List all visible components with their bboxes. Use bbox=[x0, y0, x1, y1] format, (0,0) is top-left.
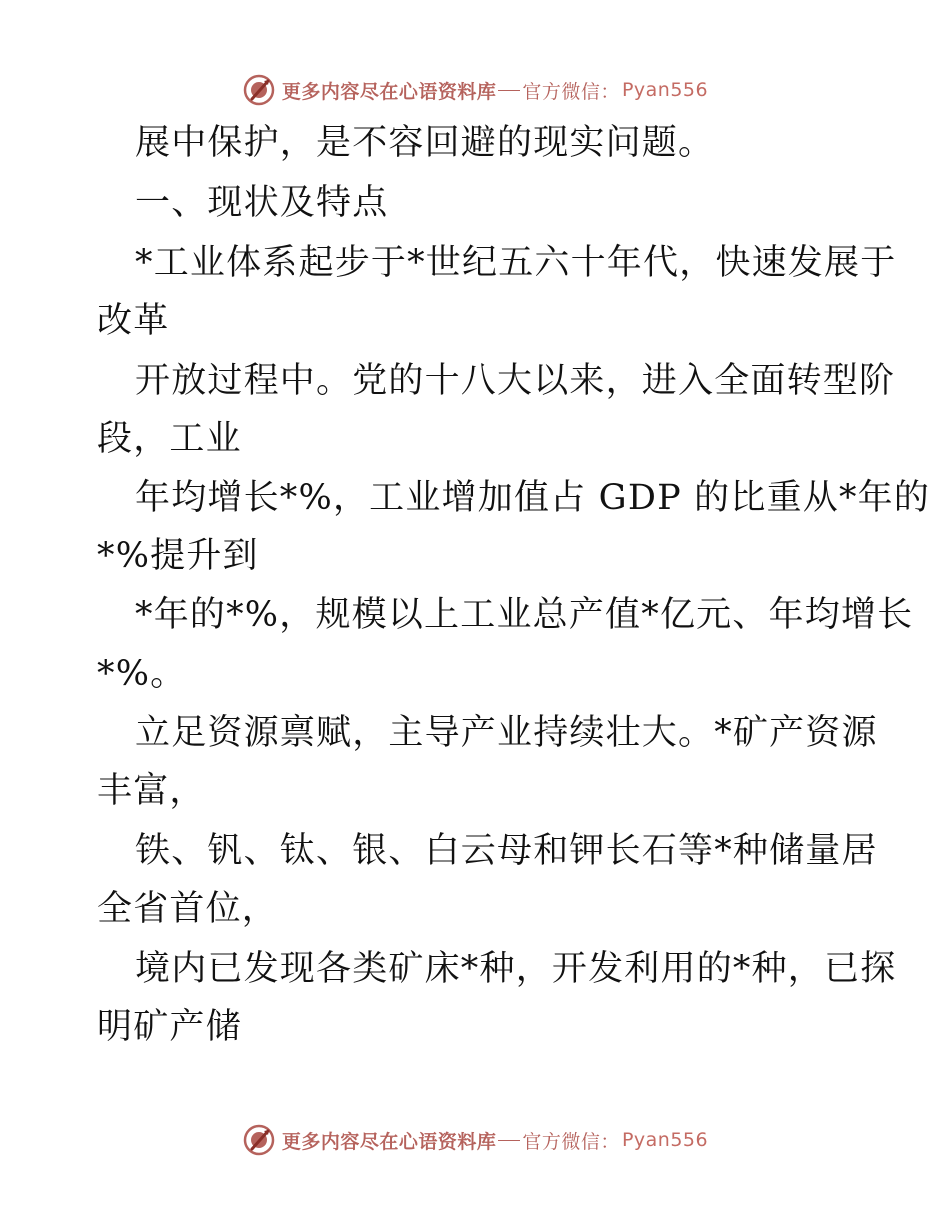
watermark-banner-top bbox=[0, 70, 950, 110]
text-line: *%。 bbox=[97, 654, 187, 694]
watermark-title: 更多内容尽在心语资料库 bbox=[281, 1130, 497, 1153]
text-line: 丰富， bbox=[97, 771, 206, 811]
text-line: 明矿产储 bbox=[97, 1007, 242, 1047]
text-line: *%提升到 bbox=[97, 536, 259, 576]
text-line: 展中保护，是不容回避的现实问题。 bbox=[135, 123, 715, 163]
text-line: 段，工业 bbox=[97, 419, 242, 459]
text-line: 全省首位， bbox=[97, 889, 279, 929]
watermark-text bbox=[282, 77, 708, 104]
watermark-label: 官方微信： bbox=[522, 1130, 620, 1153]
watermark-id: Pyan556 bbox=[621, 1129, 709, 1151]
text-line: 年均增长*%，工业增加值占 GDP 的比重从*年的 bbox=[135, 478, 931, 518]
text-line: 开放过程中。党的十八大以来，进入全面转型阶 bbox=[135, 361, 896, 401]
text-line: 立足资源禀赋，主导产业持续壮大。*矿产资源 bbox=[135, 713, 878, 753]
logo-icon bbox=[242, 1123, 276, 1157]
text-line: *工业体系起步于*世纪五六十年代，快速发展于 bbox=[135, 243, 897, 283]
watermark-title: 更多内容尽在心语资料库 bbox=[281, 80, 497, 103]
watermark-dash bbox=[498, 90, 520, 91]
watermark-label: 官方微信： bbox=[522, 80, 620, 103]
logo-icon bbox=[242, 73, 276, 107]
watermark-text bbox=[282, 1127, 708, 1154]
text-line: 改革 bbox=[97, 301, 170, 341]
section-heading: 一、现状及特点 bbox=[135, 183, 389, 223]
text-line: 铁、钒、钛、银、白云母和钾长石等*种储量居 bbox=[135, 831, 878, 871]
watermark-dash bbox=[498, 1140, 520, 1141]
text-line: 境内已发现各类矿床*种，开发利用的*种，已探 bbox=[135, 949, 897, 989]
text-line: *年的*%，规模以上工业总产值*亿元、年均增长 bbox=[135, 595, 914, 635]
watermark-id: Pyan556 bbox=[621, 79, 709, 101]
watermark-banner-bottom bbox=[0, 1120, 950, 1160]
